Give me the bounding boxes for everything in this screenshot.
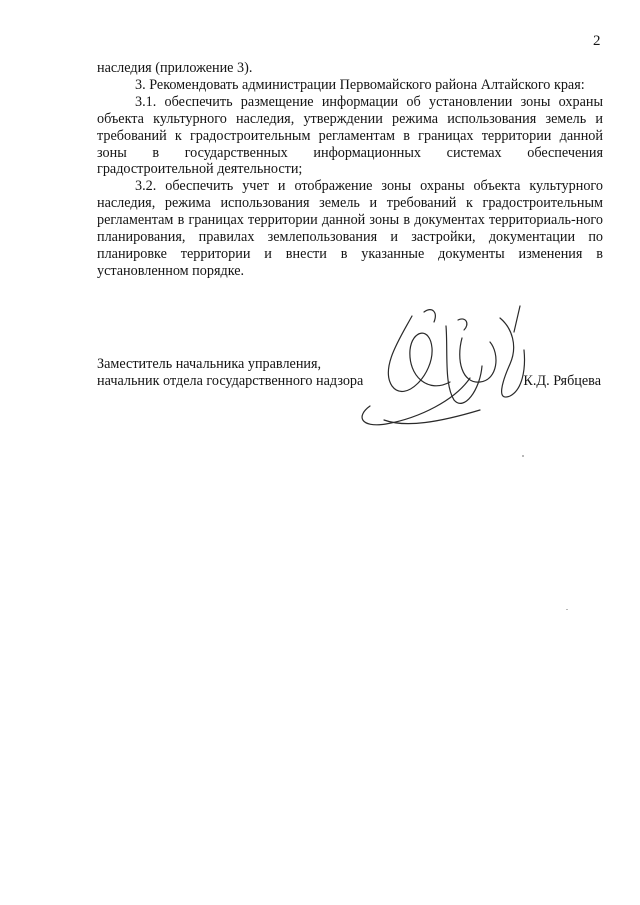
signatory-name: К.Д. Рябцева	[523, 373, 601, 389]
paragraph-item-3: 3. Рекомендовать администрации Первомайского района Алтайского края:	[135, 76, 585, 93]
scan-speck	[522, 455, 524, 457]
paragraph-item-3-2: 3.2. обеспечить учет и отображение зоны охраны объекта культурного наследия, режима использования земель и требований к градостроительным регламентам в границах территории данной зоны в документах территориаль-ного планирования, правилах землепользования и застройки, документации по планировке территории и внести в указанные документы изменения в установленном порядке.	[97, 178, 603, 279]
document-body	[97, 60, 603, 280]
page-number: 2	[593, 33, 601, 49]
scan-speck	[566, 609, 568, 610]
signatory-title-line2: начальник отдела государственного надзора	[97, 373, 364, 389]
paragraph-continuation: наследия (приложение 3).	[97, 60, 253, 76]
signatory-title-line1: Заместитель начальника управления,	[97, 356, 322, 372]
handwritten-signature	[350, 298, 540, 433]
paragraph-item-3-1: 3.1. обеспечить размещение информации об установлении зоны охраны объекта культурного наследия, утверждении режима использования земель и требований к градостроительным регламентам в границах территории данной зоны в государственных информационных системах обеспечения градостроительной деятельности;	[97, 93, 603, 178]
